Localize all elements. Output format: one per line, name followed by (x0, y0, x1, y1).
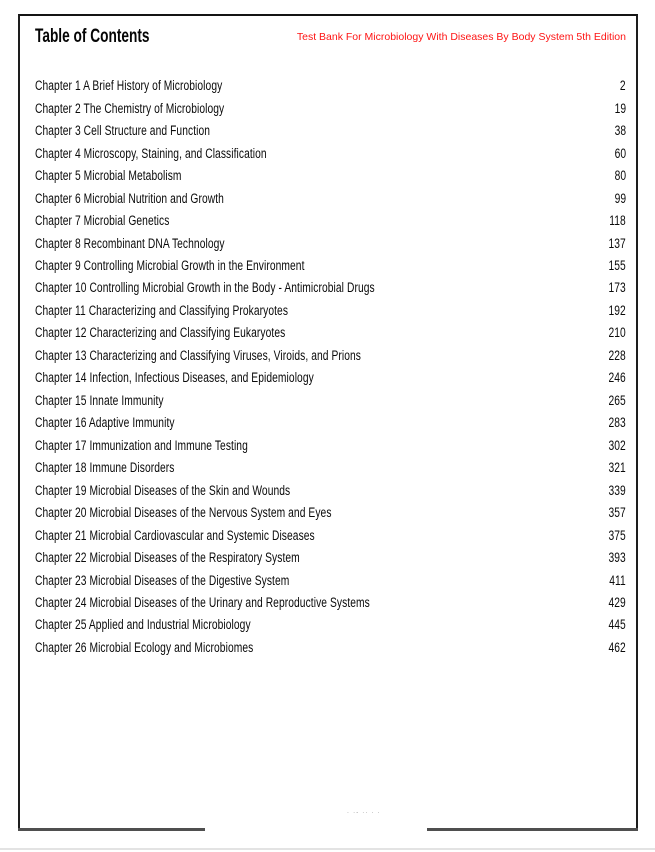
toc-entry-label-text: Chapter 2 The Chemistry of Microbiology (35, 100, 225, 116)
toc-row (35, 367, 626, 389)
toc-entry-page-number (603, 347, 626, 365)
toc-entry-page-number (611, 122, 626, 140)
toc-entry-page-number (603, 369, 626, 387)
toc-row (35, 120, 626, 142)
toc-row (35, 75, 626, 97)
toc-entry-page-number-text: 302 (608, 437, 626, 453)
toc-list (35, 75, 626, 659)
toc-entry-label-text: Chapter 9 Controlling Microbial Growth in the Environment (35, 257, 305, 273)
toc-entry-label (35, 100, 284, 118)
toc-entry-page-number-text: 60 (614, 145, 626, 161)
toc-entry-label-text: Chapter 26 Microbial Ecology and Microbiomes (35, 639, 254, 655)
toc-entry-label (35, 459, 219, 477)
toc-entry-page-number (603, 504, 626, 522)
toc-entry-label-text: Chapter 23 Microbial Diseases of the Digestive System (35, 572, 290, 588)
toc-row (35, 187, 626, 209)
toc-entry-page-number-text: 339 (608, 482, 626, 498)
toc-entry-page-number (611, 167, 626, 185)
toc-entry-label (35, 279, 482, 297)
toc-entry-page-number (604, 212, 626, 230)
toc-entry-label-text: Chapter 19 Microbial Diseases of the Skin and Wounds (35, 482, 291, 498)
frame-bottom-border-right-segment (427, 828, 638, 831)
toc-row (35, 255, 626, 277)
toc-entry-page-number-text: 192 (608, 302, 626, 318)
toc-row (35, 592, 626, 614)
toc-entry-page-number (604, 572, 626, 590)
toc-entry-page-number-text: 228 (608, 347, 626, 363)
toc-row (35, 277, 626, 299)
toc-entry-label-text: Chapter 14 Infection, Infectious Diseases, and Epidemiology (35, 370, 314, 386)
toc-entry-page-number-text: 246 (608, 370, 626, 386)
toc-entry-label (35, 122, 265, 140)
toc-row (35, 569, 626, 591)
toc-entry-label (35, 145, 340, 163)
toc-entry-label (35, 369, 402, 387)
toc-entry-page-number-text: 173 (608, 280, 626, 296)
toc-row (35, 142, 626, 164)
toc-entry-page-number (603, 527, 626, 545)
toc-entry-page-number-text: 19 (614, 100, 626, 116)
toc-entry-label-text: Chapter 16 Adaptive Immunity (35, 415, 175, 431)
toc-entry-label (35, 190, 284, 208)
page-title: Table of Contents (35, 26, 150, 47)
toc-entry-label (35, 302, 368, 320)
toc-entry-label (35, 392, 204, 410)
toc-entry-label (35, 77, 281, 95)
document-frame (18, 14, 638, 831)
toc-entry-page-number-text: 393 (608, 550, 626, 566)
toc-entry-page-number-text: 2 (620, 78, 626, 94)
toc-entry-page-number-text: 118 (609, 213, 626, 229)
toc-entry-label-text: Chapter 21 Microbial Cardiovascular and Systemic Diseases (35, 527, 315, 543)
toc-entry-label (35, 324, 364, 342)
toc-entry-label-text: Chapter 15 Innate Immunity (35, 392, 164, 408)
toc-entry-page-number (603, 549, 626, 567)
toc-entry-label (35, 235, 285, 253)
toc-entry-label (35, 167, 228, 185)
toc-entry-label-text: Chapter 25 Applied and Industrial Microbiology (35, 617, 251, 633)
frame-bottom-border-left-segment (18, 828, 205, 831)
toc-entry-label-text: Chapter 11 Characterizing and Classifying Prokaryotes (35, 302, 289, 318)
toc-entry-label (35, 639, 322, 657)
toc-entry-label-text: Chapter 12 Characterizing and Classifying Eukaryotes (35, 325, 286, 341)
toc-entry-page-number (603, 639, 626, 657)
toc-entry-page-number-text: 445 (608, 617, 626, 633)
toc-row (35, 322, 626, 344)
toc-row (35, 210, 626, 232)
toc-entry-page-number (603, 414, 626, 432)
edition-label: Test Bank For Microbiology With Diseases By Body System 5th Edition (296, 31, 626, 43)
toc-entry-label-text: Chapter 13 Characterizing and Classifying Viruses, Viroids, and Prions (35, 347, 362, 363)
toc-entry-label-text: Chapter 5 Microbial Metabolism (35, 168, 182, 184)
toc-entry-page-number-text: 155 (608, 257, 626, 273)
toc-entry-page-number (603, 279, 626, 297)
toc-entry-page-number-text: 38 (614, 123, 626, 139)
toc-entry-page-number (603, 459, 626, 477)
toc-entry-page-number-text: 137 (608, 235, 626, 251)
toc-entry-page-number-text: 462 (608, 639, 626, 655)
toc-entry-page-number (611, 145, 626, 163)
toc-row (35, 97, 626, 119)
toc-entry-page-number (603, 594, 626, 612)
toc-entry-label (35, 347, 464, 365)
toc-entry-label (35, 414, 219, 432)
toc-entry-label (35, 482, 371, 500)
toc-entry-page-number (618, 77, 626, 95)
toc-row (35, 637, 626, 659)
toc-entry-label (35, 527, 403, 545)
toc-entry-label-text: Chapter 3 Cell Structure and Function (35, 123, 211, 139)
toc-entry-label-text: Chapter 20 Microbial Diseases of the Nervous System and Eyes (35, 505, 332, 521)
toc-row (35, 479, 626, 501)
toc-entry-page-number (603, 324, 626, 342)
toc-entry-page-number-text: 429 (608, 595, 626, 611)
toc-entry-page-number (603, 302, 626, 320)
toc-row (35, 547, 626, 569)
toc-entry-label-text: Chapter 6 Microbial Nutrition and Growth (35, 190, 224, 206)
page-edge-line (0, 848, 655, 850)
toc-entry-page-number (603, 257, 626, 275)
toc-entry-page-number-text: 321 (608, 460, 626, 476)
toc-entry-page-number (611, 100, 626, 118)
toc-entry-page-number-text: 99 (614, 190, 626, 206)
toc-entry-label (35, 437, 315, 455)
toc-row (35, 232, 626, 254)
toc-entry-page-number-text: 283 (608, 415, 626, 431)
toc-entry-page-number (603, 616, 626, 634)
toc-row (35, 457, 626, 479)
toc-entry-page-number-text: 80 (614, 168, 626, 184)
toc-entry-label (35, 616, 319, 634)
toc-entry-label (35, 257, 390, 275)
toc-entry-label-text: Chapter 1 A Brief History of Microbiology (35, 78, 223, 94)
toc-entry-page-number (611, 190, 626, 208)
toc-entry-page-number-text: 411 (609, 572, 626, 588)
toc-row (35, 614, 626, 636)
toc-entry-label-text: Chapter 4 Microscopy, Staining, and Classification (35, 145, 267, 161)
toc-entry-label-text: Chapter 24 Microbial Diseases of the Urinary and Reproductive Systems (35, 595, 370, 611)
toc-entry-label (35, 572, 370, 590)
toc-row (35, 435, 626, 457)
toc-entry-page-number (603, 482, 626, 500)
toc-row (35, 390, 626, 412)
toc-row (35, 502, 626, 524)
toc-entry-label-text: Chapter 18 Immune Disorders (35, 460, 175, 476)
toc-entry-page-number (603, 235, 626, 253)
toc-entry-label-text: Chapter 22 Microbial Diseases of the Respiratory System (35, 550, 300, 566)
toc-entry-label-text: Chapter 10 Controlling Microbial Growth in the Body - Antimicrobial Drugs (35, 280, 375, 296)
toc-entry-label (35, 212, 212, 230)
toc-row (35, 165, 626, 187)
toc-entry-label-text: Chapter 17 Immunization and Immune Testing (35, 437, 248, 453)
toc-entry-label (35, 594, 476, 612)
toc-entry-label (35, 549, 383, 567)
toc-entry-page-number-text: 375 (608, 527, 626, 543)
toc-entry-label (35, 504, 425, 522)
footer-marks: · ·‐ ·· · · (347, 810, 381, 816)
toc-entry-page-number (603, 437, 626, 455)
toc-entry-label-text: Chapter 8 Recombinant DNA Technology (35, 235, 225, 251)
toc-entry-page-number (603, 392, 626, 410)
toc-entry-page-number-text: 210 (608, 325, 626, 341)
toc-row (35, 524, 626, 546)
toc-row (35, 300, 626, 322)
toc-row (35, 345, 626, 367)
toc-entry-page-number-text: 265 (608, 392, 626, 408)
toc-row (35, 412, 626, 434)
toc-entry-label-text: Chapter 7 Microbial Genetics (35, 213, 170, 229)
toc-entry-page-number-text: 357 (608, 505, 626, 521)
